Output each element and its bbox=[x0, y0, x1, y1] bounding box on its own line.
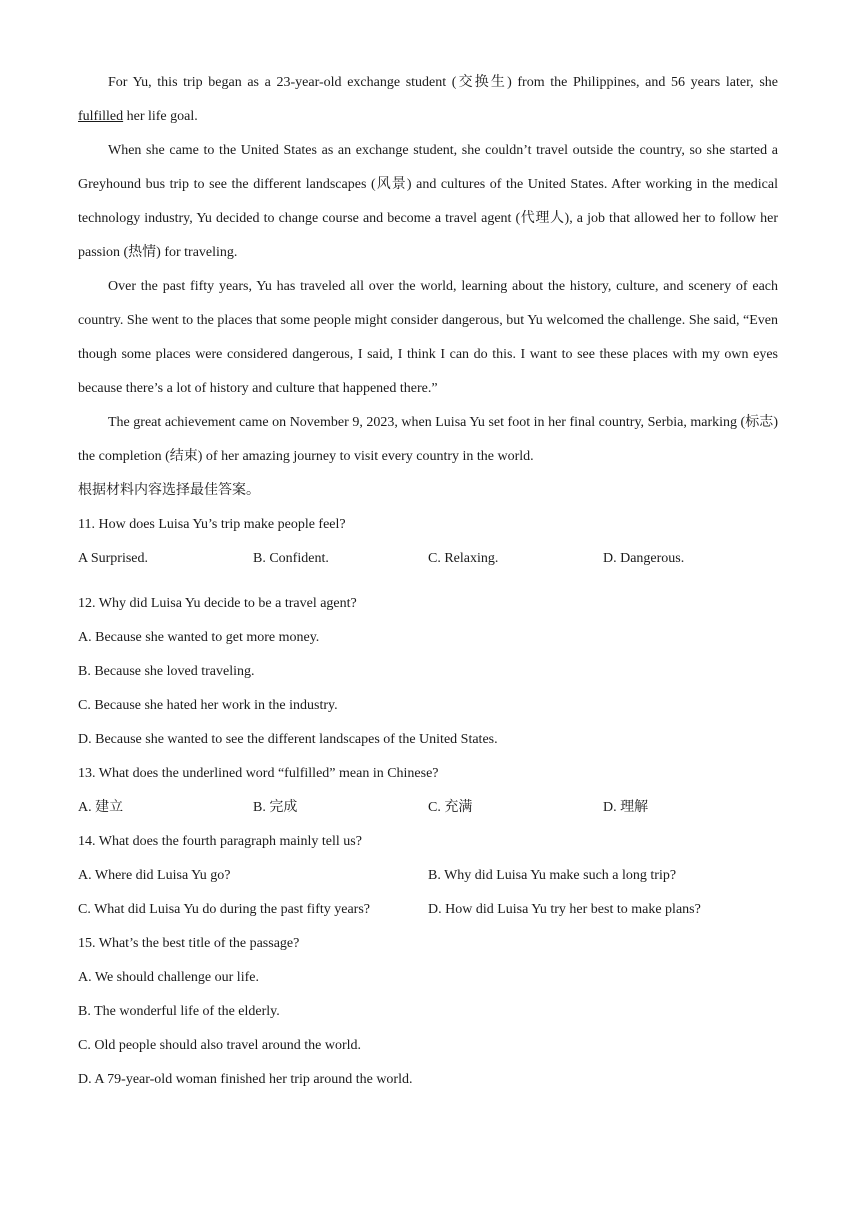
option-d: D. Dangerous. bbox=[603, 551, 685, 566]
option-d: D. Because she wanted to see the different landscapes of the United States. bbox=[78, 732, 498, 747]
option-a: A Surprised. bbox=[78, 551, 148, 566]
underlined-word: fulfilled bbox=[78, 109, 124, 124]
question-15-stem: 15. What’s the best title of the passage? bbox=[78, 936, 300, 951]
option-c: C. What did Luisa Yu do during the past fifty years? bbox=[78, 902, 370, 917]
question-12-stem: 12. Why did Luisa Yu decide to be a travel agent? bbox=[78, 596, 357, 611]
option-c: C. 充满 bbox=[428, 800, 473, 815]
instruction: 根据材料内容选择最佳答案。 bbox=[78, 483, 260, 498]
option-a: A. 建立 bbox=[78, 800, 124, 815]
passage-paragraph-3: Over the past fifty years, Yu has traveled all over the world, learning about the history, culture, and scenery of each country. She went to the places that some people might consider dangerous, but Yu welcomed the challenge. She said, “Even though some places were considered dangerous, I said, I think I can do this. I want to see these places with my own eyes because there’s a lot of history and culture that happened there.” bbox=[78, 279, 778, 396]
option-a: A. We should challenge our life. bbox=[78, 970, 259, 985]
passage-paragraph-2: When she came to the United States as an exchange student, she couldn’t travel outside the country, so she started a Greyhound bus trip to see the different landscapes (风景) and cultures of the United States. After working in the medical technology industry, Yu decided to change course and become a travel agent (代理人), a job that allowed her to follow her passion (热情) for traveling. bbox=[78, 143, 778, 260]
option-b: B. Because she loved traveling. bbox=[78, 664, 255, 679]
document-page bbox=[78, 66, 778, 1097]
option-d: D. 理解 bbox=[603, 800, 649, 815]
option-a: A. Where did Luisa Yu go? bbox=[78, 868, 231, 883]
question-13-options bbox=[78, 791, 778, 825]
option-b: B. The wonderful life of the elderly. bbox=[78, 1004, 280, 1019]
option-c: C. Relaxing. bbox=[428, 551, 499, 566]
option-b: B. Why did Luisa Yu make such a long trip? bbox=[428, 868, 677, 883]
passage-paragraph-4: The great achievement came on November 9, 2023, when Luisa Yu set foot in her final country, Serbia, marking (标志) the completion (结束) of her amazing journey to visit every country in the world. bbox=[78, 415, 778, 464]
question-14-options-row-1 bbox=[78, 859, 778, 893]
option-d: D. How did Luisa Yu try her best to make plans? bbox=[428, 902, 701, 917]
passage-paragraph-1 bbox=[78, 66, 778, 134]
option-c: C. Old people should also travel around the world. bbox=[78, 1038, 362, 1053]
question-14-options-row-2 bbox=[78, 893, 778, 927]
question-13-stem: 13. What does the underlined word “fulfilled” mean in Chinese? bbox=[78, 766, 439, 781]
option-b: B. 完成 bbox=[253, 800, 298, 815]
option-b: B. Confident. bbox=[253, 551, 329, 566]
option-c: C. Because she hated her work in the industry. bbox=[78, 698, 338, 713]
passage-text: For Yu, this trip began as a 23-year-old exchange student (交换生) from the Philippines, and 56 years later, she bbox=[108, 75, 778, 90]
question-11-stem: 11. How does Luisa Yu’s trip make people feel? bbox=[78, 517, 346, 532]
option-d: D. A 79-year-old woman finished her trip around the world. bbox=[78, 1072, 413, 1087]
question-11-options bbox=[78, 542, 778, 576]
question-14-stem: 14. What does the fourth paragraph mainly tell us? bbox=[78, 834, 362, 849]
option-a: A. Because she wanted to get more money. bbox=[78, 630, 320, 645]
passage-text: her life goal. bbox=[123, 109, 198, 124]
